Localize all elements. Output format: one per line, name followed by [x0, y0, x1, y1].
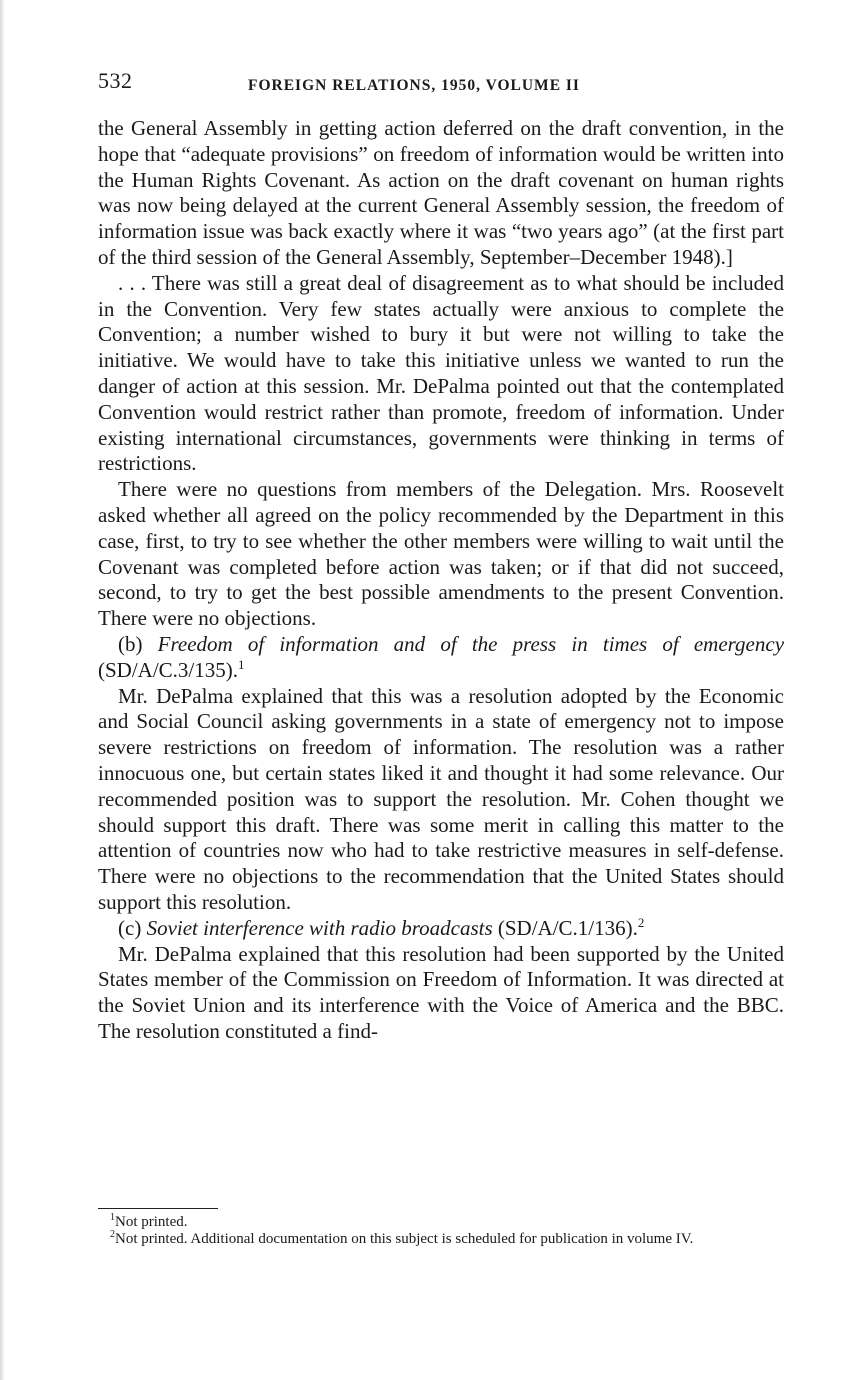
footnote-2 [98, 1228, 784, 1248]
body-text [98, 116, 784, 1045]
footnote-1-text: Not printed. [115, 1214, 188, 1230]
footnote-divider [98, 1208, 218, 1209]
item-c-reference: (SD/A/C.1/136). [497, 915, 638, 940]
paragraph-disagreement: . . . There was still a great deal of disagreement as to what should be included in the Convention. Very few states actually were anxious to complete the Convention; a number wished to bury it but were not willing to take the initiative. We would have to take this initiative unless we wanted to run the danger of action at this session. Mr. DePalma pointed out that the contemplated Convention would restrict rather than promote, freedom of information. Under existing international circumstances, governments were thinking in terms of restrictions. [98, 270, 784, 476]
paragraph-delegation-questions: There were no questions from members of the Delegation. Mrs. Roosevelt asked whether all agreed on the policy recommended by the Department in this case, first, to try to see whether the other members were willing to wait until the Covenant was completed before action was taken; or if that did not succeed, second, to try to get the best possible amendments to the present Convention. There were no objections. [98, 477, 784, 631]
page-header [98, 68, 784, 102]
item-b-heading [98, 632, 784, 684]
item-c-heading [98, 916, 784, 942]
item-b-label: (b) [118, 631, 143, 656]
item-c-title: Soviet interference with radio broadcasts [146, 915, 493, 940]
item-c-label: (c) [118, 915, 142, 940]
item-b-text: Mr. DePalma explained that this was a resolution adopted by the Economic and Social Council asking governments in a state of emergency not to impose severe restrictions on freedom of information. The resolution was a rather innocuous one, but certain states liked it and thought it had some relevance. Our recommended position was to support the resolution. Mr. Cohen thought we should support this draft. There was some merit in calling this matter to the attention of countries now who had to take restrictive measures in self-defense. There were no objections to the recommendation that the United States should support this resolution. [98, 683, 784, 914]
item-c-footnote-ref: 2 [637, 914, 645, 930]
item-b-reference: (SD/A/C.3/135). [98, 657, 239, 682]
footnote-1-mark: 1 [110, 1212, 115, 1223]
paragraph-continued: the General Assembly in getting action deferred on the draft convention, in the hope that “adequate provisions” on freedom of information would be written into the Human Rights Covenant. As action on the draft covenant on human rights was now being delayed at the current General Assembly session, the freedom of information issue was back exactly where it was “two years ago” (at the first part of the third session of the General Assembly, September–December 1948).] [98, 116, 784, 269]
item-b-title: Freedom of information and of the press in times of emergency [157, 631, 785, 656]
footnotes [98, 1214, 784, 1247]
footnote-2-mark: 2 [110, 1228, 115, 1240]
page-edge-shadow [0, 0, 5, 1380]
item-c-text: Mr. DePalma explained that this resolution had been supported by the United States member of the Commission on Freedom of Information. It was directed at the Soviet Union and its interference with the Voice of America and the BBC. The resolution constituted a find- [98, 941, 784, 1043]
item-b-footnote-ref: 1 [238, 656, 245, 672]
page-number: 532 [98, 68, 133, 93]
running-head: FOREIGN RELATIONS, 1950, VOLUME II [248, 77, 580, 94]
footnote-2-text: Not printed. Additional documentation on this subject is scheduled for publication in volume IV. [115, 1230, 694, 1247]
footnote-1 [98, 1214, 784, 1231]
